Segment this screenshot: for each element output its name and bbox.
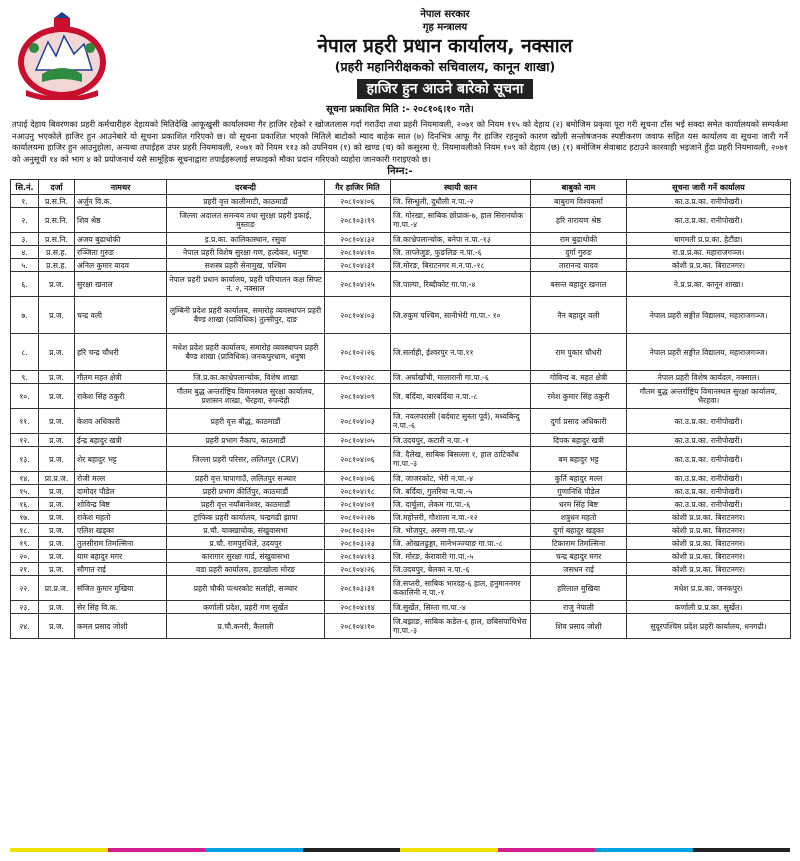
person-name-cell: चन्द्र वली: [75, 297, 167, 334]
person-name-cell: रोजी मल्ल: [75, 472, 167, 485]
person-name-cell: सौगात राई: [75, 563, 167, 576]
table-row: [11, 537, 791, 550]
person-name-cell: शेर बहादुर भट्ट: [75, 447, 167, 472]
father-name-cell: राजु नेपाली: [531, 601, 627, 614]
permanent-address-cell: जि.महोत्तरी, गौशाला न.पा.-१२: [391, 511, 531, 524]
absent-date-cell: २०८१०४।१०: [325, 246, 391, 259]
posting-cell: ट्राफिक प्रहरी कार्यालय, चन्द्रगढी झापा: [167, 511, 325, 524]
serial-number-cell: १४.: [11, 472, 39, 485]
table-row: [11, 384, 791, 409]
rank-cell: प्र.ज.: [39, 563, 75, 576]
column-header: सि.नं.: [11, 180, 39, 195]
person-name-cell: संजित कुमार मुखिया: [75, 576, 167, 601]
posting-cell: प्र.चौ.कनरी, कैलाली: [167, 614, 325, 639]
father-name-cell: शिव प्रसाद जोशी: [531, 614, 627, 639]
absent-date-cell: २०८१०४।०९: [325, 384, 391, 409]
permanent-address-cell: जि. गोरखा, साबिक छोप्राक-७, हाल सिरानचोक गा.पा.-४: [391, 208, 531, 233]
absent-date-cell: २०८१०४।३१: [325, 259, 391, 272]
rank-cell: प्र.ज.: [39, 334, 75, 371]
permanent-address-cell: जि. ओखलढुङ्गा, मानेभञ्ज्याङ गा.पा.-८: [391, 537, 531, 550]
rank-cell: प्र.ज.: [39, 434, 75, 447]
table-row: [11, 297, 791, 334]
permanent-address-cell: जि. नवलपरासी (बर्दघाट सुस्ता पूर्व), मध्यबिन्दु न.पा.-६: [391, 409, 531, 434]
issuing-office-cell: कोशी प्र.प्र.का. बिराटनगर।: [627, 259, 791, 272]
ministry-name: गृह मन्त्रालय: [422, 22, 468, 33]
issuing-office-cell: कोशी प्र.प्र.का. बिराटनगर।: [627, 550, 791, 563]
table-row: [11, 246, 791, 259]
person-name-cell: अजय बुढाथोकी: [75, 233, 167, 246]
posting-cell: लुम्बिनी प्रदेश प्रहरी कार्यालय, समारोह व्यवस्थापन प्रहरी बैण्ड शाखा (प्राविधिक) तुल्सीपुर, दाङ: [167, 297, 325, 334]
absent-date-cell: २०८१०२।२७: [325, 511, 391, 524]
rank-cell: प्र.ज.: [39, 537, 75, 550]
notice-page: [10, 8, 790, 854]
list-intro: निम्न:-: [387, 166, 413, 178]
father-name-cell: नैन बहादुर वली: [531, 297, 627, 334]
serial-number-cell: ६.: [11, 272, 39, 297]
rank-cell: प्र.ज.: [39, 614, 75, 639]
posting-cell: प्रहरी वृत्त चापागाउँ, ललितपुर सञ्चार: [167, 472, 325, 485]
issuing-office-cell: कोशी प्र.प्र.का. बिराटनगर।: [627, 511, 791, 524]
person-name-cell: शिव श्रेष्ठ: [75, 208, 167, 233]
rank-cell: प्र.ज.: [39, 447, 75, 472]
posting-cell: जिल्ला प्रहरी परिसर, ललितपुर (CRV): [167, 447, 325, 472]
permanent-address-cell: जि.उदयपुर, बेलका न.पा.-६: [391, 563, 531, 576]
column-header: गैर हाजिर मिति: [325, 180, 391, 195]
table-header-row: [11, 180, 791, 195]
father-name-cell: दुर्गा प्रसाद अधिकारी: [531, 409, 627, 434]
person-name-cell: राकेश सिंह ठकुरी: [75, 384, 167, 409]
table-row: [11, 409, 791, 434]
rank-cell: प्र.ज.: [39, 524, 75, 537]
person-name-cell: अनिल कुमार यादव: [75, 259, 167, 272]
posting-cell: प्रहरी वृत्त बौद्ध, काठमाडौं: [167, 409, 325, 434]
issuing-office-cell: नेपाल प्रहरी सङ्गीत विद्यालय, महाराजगञ्ज।: [627, 297, 791, 334]
table-row: [11, 485, 791, 498]
father-name-cell: शत्रुधन महतो: [531, 511, 627, 524]
serial-number-cell: १३.: [11, 447, 39, 472]
person-name-cell: एलिश खड्का: [75, 524, 167, 537]
table-row: [11, 447, 791, 472]
table-row: [11, 334, 791, 371]
serial-number-cell: ११.: [11, 409, 39, 434]
person-name-cell: रञ्जिता गुरुङ: [75, 246, 167, 259]
serial-number-cell: २.: [11, 208, 39, 233]
permanent-address-cell: जि.पाल्पा, रिब्दीकोट गा.पा.-४: [391, 272, 531, 297]
table-row: [11, 550, 791, 563]
issuing-office-cell: नेपाल प्रहरी विशेष कार्यदल, नक्साल।: [627, 371, 791, 384]
father-name-cell: जसधन राई: [531, 563, 627, 576]
print-color-bar: [10, 848, 790, 852]
permanent-address-cell: जि.सुर्खेत, सिम्ता गा.पा.-४: [391, 601, 531, 614]
serial-number-cell: १८.: [11, 524, 39, 537]
rank-cell: प्र.ज.: [39, 297, 75, 334]
table-row: [11, 498, 791, 511]
father-name-cell: दुर्गा गुरुङ: [531, 246, 627, 259]
father-name-cell: धरम सिंह बिष्ट: [531, 498, 627, 511]
absent-date-cell: २०८१०३।२३: [325, 537, 391, 550]
table-row: [11, 259, 791, 272]
permanent-address-cell: जि. अर्घाखाँची, मालारानी गा.पा.-६: [391, 371, 531, 384]
person-name-cell: हरि चन्द्र चौधरी: [75, 334, 167, 371]
column-header: दरबन्दी: [167, 180, 325, 195]
posting-cell: नेपाल प्रहरी प्रधान कार्यालय, प्रहरी परिचालन कक्ष सिफ्ट नं. २, नक्साल: [167, 272, 325, 297]
serial-number-cell: २२.: [11, 576, 39, 601]
serial-number-cell: ३.: [11, 233, 39, 246]
person-name-cell: याम बहादुर मगर: [75, 550, 167, 563]
father-name-cell: राम बुढाथोकी: [531, 233, 627, 246]
table-row: [11, 511, 791, 524]
posting-cell: कर्णाली प्रदेश, प्रहरी गण सुर्खेत: [167, 601, 325, 614]
posting-cell: प्रहरी प्रभाग नैकाप, काठमाडौं: [167, 434, 325, 447]
absent-date-cell: २०८१०४।०३: [325, 297, 391, 334]
posting-cell: प्रहरी प्रभाग कीर्तिपुर, काठमाडौं: [167, 485, 325, 498]
permanent-address-cell: जि. जाजरकोट, भेरी न.पा.-४: [391, 472, 531, 485]
column-header: स्थायी वतन: [391, 180, 531, 195]
table-row: [11, 614, 791, 639]
issuing-office-cell: कर्णाली प्र.प्र.का. सुर्खेत।: [627, 601, 791, 614]
father-name-cell: टिकाराम तिमल्सिना: [531, 537, 627, 550]
serial-number-cell: १७.: [11, 511, 39, 524]
issuing-office-cell: कोशी प्र.प्र.का. बिराटनगर।: [627, 537, 791, 550]
person-name-cell: ईन्द्र बहादुर खत्री: [75, 434, 167, 447]
permanent-address-cell: जि. बर्दिया, गुलरिया न.पा.-५: [391, 485, 531, 498]
issuing-office-cell: का.उ.प्र.का. रानीपोखरी।: [627, 208, 791, 233]
serial-number-cell: २१.: [11, 563, 39, 576]
issuing-office-cell: कोशी प्र.प्र.का. बिराटनगर।: [627, 524, 791, 537]
person-name-cell: शोविन्द्र बिष्ट: [75, 498, 167, 511]
person-name-cell: तुलसीराम तिमल्सिना: [75, 537, 167, 550]
rank-cell: प्र.ज.: [39, 409, 75, 434]
absent-date-cell: २०८१०४।०६: [325, 447, 391, 472]
table-row: [11, 472, 791, 485]
posting-cell: नेपाल प्रहरी विशेष सुरक्षा गण, हल्देकर, धनुषा: [167, 246, 325, 259]
issuing-office-cell: का.उ.प्र.का. रानीपोखरी।: [627, 472, 791, 485]
permanent-address-cell: जि. सिन्धुली, दुधौली न.पा.-२: [391, 195, 531, 208]
table-row: [11, 272, 791, 297]
issuing-office-cell: का.उ.प्र.का. रानीपोखरी।: [627, 195, 791, 208]
rank-cell: प्र.स.ह.: [39, 246, 75, 259]
absent-date-cell: २०८१०२।२६: [325, 334, 391, 371]
issuing-office-cell: सुदूरपश्चिम प्रदेश प्रहरी कार्यालय, धनगढी।: [627, 614, 791, 639]
permanent-address-cell: जि. बर्दिया, बारबर्दिया न.पा.-८: [391, 384, 531, 409]
absent-date-cell: २०८१०४।२८: [325, 371, 391, 384]
absent-date-cell: २०८१०४।०६: [325, 195, 391, 208]
rank-cell: प्र.ज.: [39, 550, 75, 563]
absent-date-cell: २०८१०४।०५: [325, 434, 391, 447]
table-row: [11, 563, 791, 576]
permanent-address-cell: जि. ताप्लेजुङ, फुङलिङ न.पा.-६: [391, 246, 531, 259]
father-name-cell: गुणानिधि पौडेल: [531, 485, 627, 498]
serial-number-cell: २०.: [11, 550, 39, 563]
issuing-office-cell: का.उ.प्र.का. रानीपोखरी।: [627, 434, 791, 447]
absent-date-cell: २०८१०४।१४: [325, 601, 391, 614]
absent-date-cell: २०८१०४।२५: [325, 272, 391, 297]
office-title: नेपाल प्रहरी प्रधान कार्यालय, नक्साल: [317, 35, 573, 57]
serial-number-cell: ५.: [11, 259, 39, 272]
posting-cell: वडा प्रहरी कार्यालय, हाटखोला मोरङ: [167, 563, 325, 576]
posting-cell: गौतम बुद्ध अन्तर्राष्ट्रिय विमानस्थल सुरक्षा कार्यालय, प्रशासन शाखा, भैरहवा, रुपन्देही: [167, 384, 325, 409]
person-name-cell: अर्जुन वि.क.: [75, 195, 167, 208]
father-name-cell: हरि नारायण श्रेष्ठ: [531, 208, 627, 233]
father-name-cell: रमेश कुमार सिंह ठकुरी: [531, 384, 627, 409]
posting-cell: जि.प्र.का.काभ्रेपलान्चोक, विशेष शाखा: [167, 371, 325, 384]
nepal-emblem-icon: [14, 12, 110, 100]
permanent-address-cell: जि. मोरङ, केरावारी गा.पा.-५: [391, 550, 531, 563]
absent-date-cell: २०८१०४।१३: [325, 550, 391, 563]
posting-cell: प्रहरी चौकी पत्थरकोट सर्लाही, सञ्चार: [167, 576, 325, 601]
person-name-cell: दामोदर पौडेल: [75, 485, 167, 498]
table-row: [11, 434, 791, 447]
table-row: [11, 233, 791, 246]
issuing-office-cell: ने.प्र.प्र.का. कानून शाखा।: [627, 272, 791, 297]
serial-number-cell: १.: [11, 195, 39, 208]
father-name-cell: बाबुराम विश्वकर्मा: [531, 195, 627, 208]
rank-cell: प्र.ज.: [39, 384, 75, 409]
absent-date-cell: २०८१०३।२०: [325, 524, 391, 537]
permanent-address-cell: जि.सर्लाही, ईश्वरपुर न.पा.११: [391, 334, 531, 371]
column-header: सूचना जारी गर्ने कार्यालय: [627, 180, 791, 195]
column-header: दर्जा: [39, 180, 75, 195]
father-name-cell: दिपक बहादुर खत्री: [531, 434, 627, 447]
notice-header: [10, 8, 790, 100]
table-row: [11, 371, 791, 384]
person-name-cell: सुरक्षा खनाल: [75, 272, 167, 297]
absent-date-cell: २०८१०४।१८: [325, 485, 391, 498]
table-row: [11, 208, 791, 233]
rank-cell: प्र.ज.: [39, 601, 75, 614]
rank-cell: प्रा.प्र.ज.: [39, 472, 75, 485]
issuing-office-cell: मधेश प्र.प्र.का. जनकपुर।: [627, 576, 791, 601]
father-name-cell: दुर्गा बहादुर खड्का: [531, 524, 627, 537]
permanent-address-cell: जि.काभ्रेपलान्चोक, बनेपा न.पा.-१३: [391, 233, 531, 246]
permanent-address-cell: जि.मोरङ, बिराटनगर म.न.पा.-१८: [391, 259, 531, 272]
issuing-office-cell: का.उ.प्र.का. रानीपोखरी।: [627, 485, 791, 498]
person-name-cell: राकेश महतो: [75, 511, 167, 524]
rank-cell: प्र.स.नि.: [39, 208, 75, 233]
absent-date-cell: २०८१०४।२६: [325, 563, 391, 576]
table-body: [11, 195, 791, 639]
rank-cell: प्र.स.नि.: [39, 195, 75, 208]
serial-number-cell: ४.: [11, 246, 39, 259]
father-name-cell: गोविन्द ब. महत क्षेत्री: [531, 371, 627, 384]
serial-number-cell: ७.: [11, 297, 39, 334]
posting-cell: सशस्त्र प्रहरी सेनामुख, पश्चिम: [167, 259, 325, 272]
posting-cell: प्रहरी वृत्त नयाँबानेश्वर, काठमाडौं: [167, 498, 325, 511]
issuing-office-cell: गौतम बुद्ध अन्तर्राष्ट्रिय विमानस्थल सुरक्षा कार्यालय, भैरहवा।: [627, 384, 791, 409]
notice-title: हाजिर हुन आउने बारेको सूचना: [357, 79, 534, 99]
absent-date-cell: २०८१०३।३१: [325, 576, 391, 601]
absent-date-cell: २०८१०४।०१: [325, 498, 391, 511]
permanent-address-cell: जि.सप्तरी, साबिक भारदह-६ हाल, हनुमाननगर कंकालिनी न.पा.-१: [391, 576, 531, 601]
issuing-office-cell: का.उ.प्र.का. रानीपोखरी।: [627, 498, 791, 511]
person-name-cell: केशव अधिकारी: [75, 409, 167, 434]
publish-date: सूचना प्रकाशित मिति :- २०८१०६।१० गते।: [326, 104, 474, 115]
serial-number-cell: १२.: [11, 434, 39, 447]
permanent-address-cell: जि.उदयपुर, कटारी न.पा.-१: [391, 434, 531, 447]
posting-cell: कारागार सुरक्षा गार्ड, संखुवासभा: [167, 550, 325, 563]
rank-cell: प्र.ज.: [39, 272, 75, 297]
posting-cell: इ.प्र.का. कालिकास्थान, रसुवा: [167, 233, 325, 246]
serial-number-cell: २३.: [11, 601, 39, 614]
permanent-address-cell: जि.बझाङ, साबिक कडेल-६ हाल, छबिसपाथिभेरा गा.पा.-३: [391, 614, 531, 639]
government-name: नेपाल सरकार: [420, 9, 470, 20]
serial-number-cell: १६.: [11, 498, 39, 511]
table-row: [11, 524, 791, 537]
posting-cell: प्र.चौ. रामपुरथिले, उदयपुर: [167, 537, 325, 550]
rank-cell: प्र.ज.: [39, 485, 75, 498]
table-row: [11, 576, 791, 601]
serial-number-cell: १९.: [11, 537, 39, 550]
absent-date-cell: २०८१०४।०६: [325, 472, 391, 485]
issuing-office-cell: का.उ.प्र.का. रानीपोखरी।: [627, 409, 791, 434]
issuing-office-cell: बागमती प्र.प्र.का. हेटौंडा।: [627, 233, 791, 246]
issuing-office-cell: रा.प्र.प्र.का. महाराजगञ्ज।: [627, 246, 791, 259]
posting-cell: प्रहरी वृत्त कालीमाटी, काठमाडौं: [167, 195, 325, 208]
person-name-cell: सेर सिंह वि.क.: [75, 601, 167, 614]
posting-cell: मधेश प्रदेश प्रहरी कार्यालय, समारोह व्यवस्थापन प्रहरी बैण्ड शाखा (प्राविधिक) जनकपुरधाम, धनुषा: [167, 334, 325, 371]
column-header: बाबुको नाम: [531, 180, 627, 195]
posting-cell: प्र.चौ. याक्खाचोक, संखुवासभा: [167, 524, 325, 537]
father-name-cell: कुर्ति बहादुर मल्ल: [531, 472, 627, 485]
issuing-office-cell: कोशी प्र.प्र.का. बिराटनगर।: [627, 563, 791, 576]
absent-date-cell: २०८१०४।१०: [325, 614, 391, 639]
person-name-cell: गौतम महत क्षेत्री: [75, 371, 167, 384]
father-name-cell: तारानन्द यादव: [531, 259, 627, 272]
serial-number-cell: ८.: [11, 334, 39, 371]
permanent-address-cell: जि. दैलेख, साबिक बिसल्ला १, हाल ठाटिकाँध गा.पा.-३: [391, 447, 531, 472]
column-header: नामथर: [75, 180, 167, 195]
permanent-address-cell: जि. दार्चुला, लेकम गा.पा.-६: [391, 498, 531, 511]
rank-cell: प्र.ज.: [39, 498, 75, 511]
father-name-cell: बम बहादुर भट्ट: [531, 447, 627, 472]
absent-date-cell: २०८१०३।१९: [325, 208, 391, 233]
rank-cell: प्र.स.नि.: [39, 233, 75, 246]
person-name-cell: कमल प्रसाद जोशी: [75, 614, 167, 639]
serial-number-cell: १०.: [11, 384, 39, 409]
absent-date-cell: २०८१०४।०३: [325, 409, 391, 434]
office-subtitle: (प्रहरी महानिरीक्षकको सचिवालय, कानून शाखा): [334, 59, 556, 74]
notice-paragraph: तपाई देहाय बिवरणका प्रहरी कर्मचारीहरु देहायको मितिदेखि आफूखुसी कार्यालयमा गैर हाजिर रहेको र खोजतलास गर्दा गराउँदा तथा प्रहरी नियमावली, २०७१ को नियम ११५ को देहाय (२) बमोजिम प्रकृया पूरा गरी सूचना टाँस भई सक्दा समेत कार्यालयको सम्पर्कमा नआउनु भएकोले हाजिर हुन आउनेबारे यो सूचना प्रकाशित गरिएको छ। यो सूचना प्रकाशित भएको मितिले बाटोको म्याद बाहेक सात (७) दिनभित्र आफू गैर हाजिर रहनुको कारण खोली सन्तोषजनक स्पष्टीकरण जवाफ सहित यस कार्यालय वा सूचना जारी गर्ने कार्यालयमा हाजिर हुन आउनुहोला, अन्यथा तपाईहरु उपर प्रहरी नियमावली, २०७१ को नियम ११३ को उपनियम (१) को खण्ड (च) को कसुरमा ऐ. नियमावलीको नियम १०९ को देहाय (छ) (१) बमोजिम सेवाबाट हटाउने कारवाही भइजाने हुँदा प्रहरी नियमावली, २०७१ को अनुसूची १४ को भाग ४ को प्रयोजनार्थ यसै सामूहिक सूचनाद्वारा तपाईहरूलाई सफाइको मौका प्रदान गरिएको व्यहोरा जानकारी गराइएको छ।: [12, 119, 788, 164]
father-name-cell: राम पुकार चौधरी: [531, 334, 627, 371]
table-row: [11, 195, 791, 208]
father-name-cell: बसन्त बहादुर खनाल: [531, 272, 627, 297]
rank-cell: प्र.ज.: [39, 371, 75, 384]
serial-number-cell: २४.: [11, 614, 39, 639]
table-row: [11, 601, 791, 614]
absentee-table: [10, 179, 791, 639]
serial-number-cell: ९.: [11, 371, 39, 384]
posting-cell: जिल्ला अदालत समन्वय तथा सुरक्षा प्रहरी इकाई, मुस्ताङ: [167, 208, 325, 233]
rank-cell: प्र.स.ह.: [39, 259, 75, 272]
father-name-cell: चन्द्र बहादुर मगर: [531, 550, 627, 563]
issuing-office-cell: नेपाल प्रहरी सङ्गीत विद्यालय, महाराजगञ्ज।: [627, 334, 791, 371]
absent-date-cell: २०८१०४।३२: [325, 233, 391, 246]
issuing-office-cell: का.उ.प्र.का. रानीपोखरी।: [627, 447, 791, 472]
permanent-address-cell: जि. भोजपुर, अरुण गा.पा.-४: [391, 524, 531, 537]
rank-cell: प्र.ज.: [39, 511, 75, 524]
serial-number-cell: १५.: [11, 485, 39, 498]
rank-cell: प्रा.प्र.ज.: [39, 576, 75, 601]
permanent-address-cell: जि.रुकुम पश्चिम, सानीभेरी गा.पा.- १०: [391, 297, 531, 334]
father-name-cell: हरिलाल मुखिया: [531, 576, 627, 601]
